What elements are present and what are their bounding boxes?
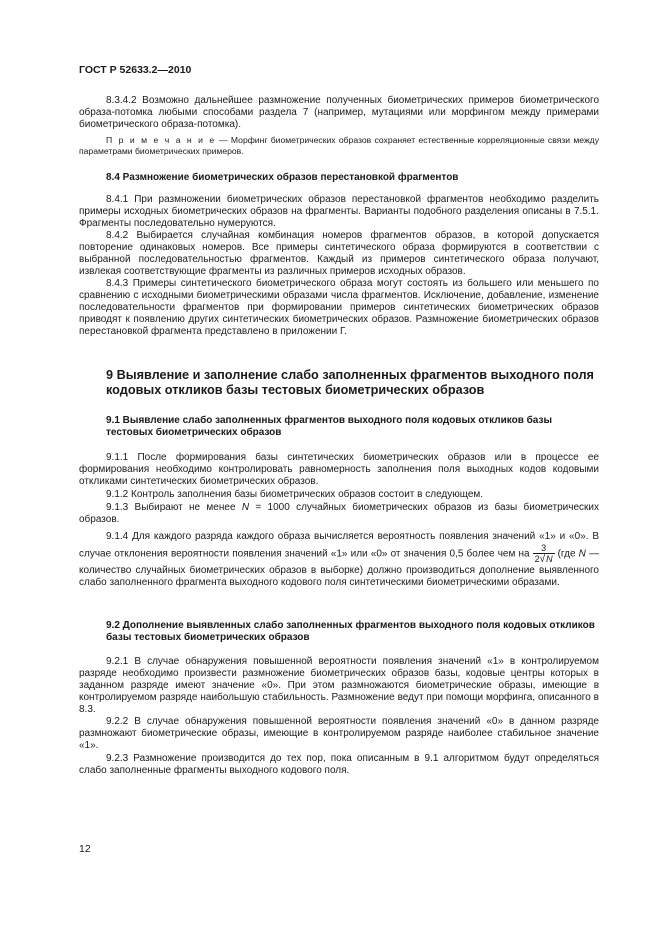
p914-variable-n: N: [578, 548, 586, 560]
paragraph-9-1-3: [79, 502, 599, 526]
p913-text-a: 9.1.3 Выбирают не менее: [106, 502, 242, 513]
paragraph-8-4-2: 8.4.2 Выбирается случайная комбинация номеров фрагментов образов, в которой допускается повторение одинаковых номеров. Все примеры синтетического образа формируются в соответствии с выбранной последовательностью фрагментов. Каждый из примеров синтетического образа получают, извлекая соответствующие фрагменты из различных примеров исходных образов.: [79, 230, 599, 277]
p914-text-a: 9.1.4 Для каждого разряда каждого образа вычисляется вероятность появления значений «1» и «0». В случае отклонения вероятности появления значений «1» или «0» от значения 0,5 более чем на: [79, 531, 599, 560]
heading-8-4: 8.4 Размножение биометрических образов перестановкой фрагментов: [106, 172, 459, 183]
p913-variable-n: N: [241, 502, 250, 513]
paragraph-8-3-4-2: 8.3.4.2 Возможно дальнейшее размножение полученных биометрических примеров биометрического образа-потомка любыми способами раздела 7 (например, мутациями или морфингом между примерами биометрического образа-потомка).: [79, 95, 599, 130]
heading-section-9: 9 Выявление и заполнение слабо заполненных фрагментов выходного поля кодовых откликов базы тестовых биометрических образов: [106, 368, 594, 397]
p914-text-b: (где: [557, 548, 579, 560]
heading-9-2: 9.2 Дополнение выявленных слабо заполненных фрагментов выходного поля кодовых откликов базы тестовых биометрических образов: [106, 620, 595, 643]
sqrt-icon: √: [539, 554, 546, 565]
fraction-denominator: [533, 554, 555, 565]
page-number: 12: [79, 843, 91, 855]
note-label: П р и м е ч а н и е: [106, 135, 216, 145]
paragraph-9-2-2: 9.2.2 В случае обнаружения повышенной вероятности появления значений «0» в данном разряде размножают биометрические образы, имеющие в контролируемом разряде наиболее стабильное значение «1».: [79, 716, 599, 751]
paragraph-9-1-1: 9.1.1 После формирования базы синтетических биометрических образов или в процессе ее формирования необходимо контролировать равномерность заполнения поля выходных кодов кодовыми откликами синтетических биометрических образов.: [79, 452, 599, 487]
document-header: ГОСТ Р 52633.2—2010: [79, 64, 192, 76]
note-text: — Морфинг биометрических образов сохраняет естественные корреляционные связи между параметрами биометрических примеров.: [79, 135, 599, 156]
paragraph-9-1-2: 9.1.2 Контроль заполнения базы биометрических образов состоит в следующем.: [106, 489, 484, 500]
paragraph-9-2-3: 9.2.3 Размножение производится до тех пор, пока описанным в 9.1 алгоритмом будут определяться слабо заполненные фрагменты выходного кодового поля.: [79, 753, 599, 776]
note: [79, 135, 599, 157]
p914-text-c: — количество случайных биометрических образов в выборке) должно производиться дополнение выявленного слабо заполненного фрагмента выходного кодового поля синтетическими биометрическими образами.: [79, 548, 600, 588]
p913-text-b: = 1000 случайных биометрических образов из базы биометрических образов.: [79, 502, 599, 525]
paragraph-9-1-4: [79, 531, 599, 589]
heading-9-1: 9.1 Выявление слабо заполненных фрагментов выходного поля кодовых откликов базы тестовых биометрических образов: [106, 415, 552, 438]
fraction-numerator: 3: [533, 543, 555, 554]
paragraph-8-4-1: 8.4.1 При размножении биометрических образов перестановкой фрагментов необходимо разделить примеры исходных биометрических образов на фрагменты. Варианты подобного разделения описаны в 7.5.1. Фрагменты последовательно нумеруются.: [79, 194, 599, 229]
denominator-variable: N: [546, 554, 553, 564]
paragraph-8-4-3: 8.4.3 Примеры синтетического биометрического образа могут состоять из большего или меньшего по сравнению с исходными биометрическими образами числа фрагментов. Исключение, добавление, изменение последовательности фрагментов при формировании примеров синтетических биометрических образов приводят к появлению других синтетических биометрических образов. Размножение биометрических образов перестановкой фрагмента представлено в приложении Г.: [79, 278, 599, 337]
fraction-formula: [533, 543, 555, 565]
paragraph-9-2-1: 9.2.1 В случае обнаружения повышенной вероятности появления значений «1» в контролируемом разряде необходимо произвести размножение биометрических образов базы, кодовые центры которых в заданном разряде имеют значение «0». При этом размножаются биометрические образы, имеющие в контролируемом разряде наибольшую стабильность. Размножение ведут при помощи морфинга, описанного в 8.3.: [79, 656, 599, 715]
denominator-coefficient: 2: [534, 554, 540, 564]
